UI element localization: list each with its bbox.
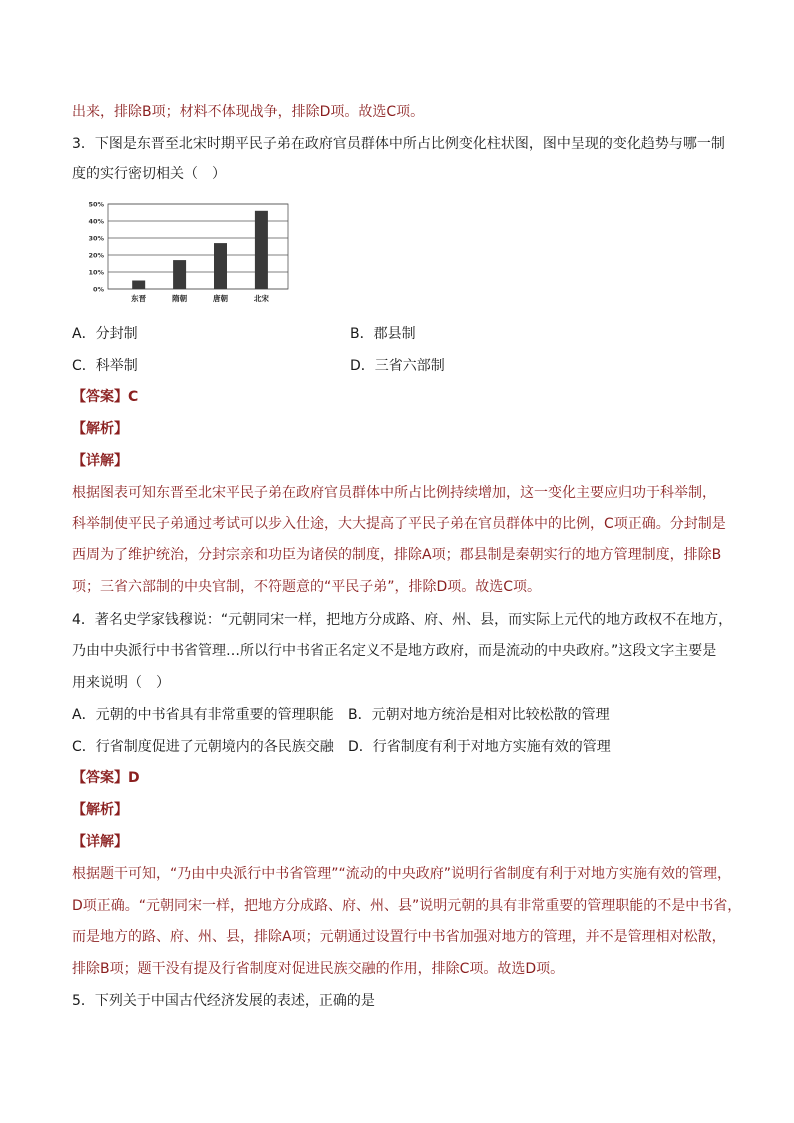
q3-option-b: B．郡县制 (350, 326, 416, 342)
x-category-label: 隋朝 (172, 294, 188, 303)
q4-explanation-line2: D项正确。“元朝同宋一样，把地方分成路、府、州、县”说明元朝的具有非常重要的管理职能的不是中书省， (72, 898, 742, 914)
q3-option-d: D．三省六部制 (350, 358, 445, 374)
y-tick-label: 0% (92, 285, 104, 294)
q3-answer: 【答案】C (72, 389, 139, 405)
y-tick-label: 30% (88, 234, 104, 243)
q3-explanation-line1: 根据图表可知东晋至北宋平民子弟在政府官员群体中所占比例持续增加，这一变化主要应归功于科举制， (72, 485, 716, 501)
q4-stem-line2: 乃由中央派行中书省管理…所以行中书省正名定义不是地方政府，而是流动的中央政府。”这段文字主要是 (72, 643, 717, 659)
q3-analysis-label: 【解析】 (72, 421, 128, 437)
q3-stem-line2: 度的实行密切相关（ ） (72, 166, 226, 182)
bar (214, 243, 227, 289)
y-tick-label: 10% (88, 268, 104, 277)
y-tick-label: 40% (88, 217, 104, 226)
q3-explanation-line4: 项；三省六部制的中央官制，不符题意的“平民子弟”，排除D项。故选C项。 (72, 579, 542, 595)
y-tick-label: 20% (88, 251, 104, 260)
q5-stem-line1: 5．下列关于中国古代经济发展的表述，正确的是 (72, 993, 375, 1009)
q4-option-c: C．行省制度促进了元朝境内的各民族交融 (72, 739, 334, 755)
x-category-label: 东晋 (131, 294, 147, 303)
q4-option-b: B．元朝对地方统治是相对比较松散的管理 (348, 707, 610, 723)
q4-analysis-label: 【解析】 (72, 802, 128, 818)
bar (132, 281, 145, 290)
q4-option-d: D．行省制度有利于对地方实施有效的管理 (348, 739, 611, 755)
bar (255, 211, 268, 289)
q4-explanation-line3: 而是地方的路、府、州、县，排除A项；元朝通过设置行中书省加强对地方的管理，并不是管理相对松散， (72, 929, 726, 945)
q4-answer: 【答案】D (72, 770, 140, 786)
q4-explanation-line4: 排除B项；题干没有提及行省制度对促进民族交融的作用，排除C项。故选D项。 (72, 961, 565, 977)
q3-option-c: C．科举制 (72, 358, 138, 374)
q4-stem-line1: 4．著名史学家钱穆说：“元朝同宋一样，把地方分成路、府、州、县，而实际上元代的地方政权不在地方， (72, 612, 733, 628)
x-category-label: 北宋 (253, 294, 269, 303)
q3-explanation-line2: 科举制使平民子弟通过考试可以步入仕途，大大提高了平民子弟在官员群体中的比例，C项正确。分封制是 (72, 516, 726, 532)
q3-explanation-line3: 西周为了维护统治，分封宗亲和功臣为诸侯的制度，排除A项；郡县制是秦朝实行的地方管理制度，排除B (72, 547, 722, 563)
q4-stem-line3: 用来说明（ ） (72, 675, 170, 691)
x-category-label: 唐朝 (213, 294, 228, 303)
q3-stem-line1: 3．下图是东晋至北宋时期平民子弟在政府官员群体中所占比例变化柱状图，图中呈现的变化趋势与哪一制 (72, 136, 725, 152)
q2-explanation-tail: 出来，排除B项；材料不体现战争，排除D项。故选C项。 (72, 104, 425, 120)
bar (173, 260, 186, 289)
q3-detail-label: 【详解】 (72, 453, 128, 469)
y-tick-label: 50% (88, 200, 104, 209)
q4-explanation-line1: 根据题干可知，“乃由中央派行中书省管理”“流动的中央政府”说明行省制度有利于对地方实施有效的管理， (72, 866, 732, 882)
q3-bar-chart (80, 196, 290, 308)
q4-option-a: A．元朝的中书省具有非常重要的管理职能 (72, 707, 334, 723)
bar-chart-svg (80, 196, 290, 308)
q4-detail-label: 【详解】 (72, 834, 128, 850)
q3-option-a: A．分封制 (72, 326, 138, 342)
